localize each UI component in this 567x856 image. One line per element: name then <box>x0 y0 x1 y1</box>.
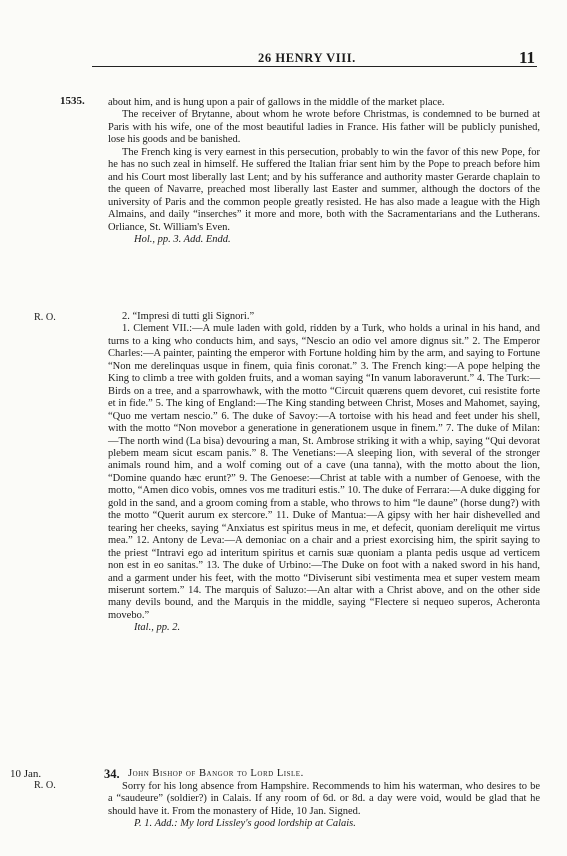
margin-note-ro-2: R. O. <box>34 780 56 791</box>
paragraph: Sorry for his long absence from Hampshire. Recommends to him his waterman, who desires to be a “saudeure” (soldier?) in Calais. If any room of 6d. or 8d. a day were void, would be glad that he should have it. From the monastery of Hide, 10 Jan. Signed. <box>108 781 540 817</box>
page-number: 11 <box>519 48 536 67</box>
document-reference: Hol., pp. 3. Add. Endd. <box>134 233 231 245</box>
margin-note-date: 10 Jan. <box>10 768 42 780</box>
page-header <box>0 47 567 71</box>
item-2-body <box>108 311 540 635</box>
header-rule <box>92 66 537 67</box>
paragraph: The French king is very earnest in this persecution, probably to win the favor of this new Pope, for he has no such zeal in himself. He suffered the Italian friar sent him by the Pope to preach before him and his Court most liberally last Lent; and by his sufferance and authority master Gerarde chaplain to the queen of Navarre, preached most liberally last Easter and summer, although the doctors of the university of Paris and the common people greatly resisted. He has also made a league with the High Almains, and daily “inserches” it more and more, both with the Sacramentarians and the Lutherans. Orliance, St. William's Even. <box>108 146 540 233</box>
document-number: 34. <box>104 767 120 781</box>
running-title: 26 HENRY VIII. <box>258 51 356 65</box>
paragraph: The receiver of Brytanne, about whom he wrote before Christmas, is condemned to be burned at Paris with his wife, one of the most beautiful ladies in France. His father will be publicly punished, lose his goods and be banished. <box>108 109 540 146</box>
item-heading: 2. “Impresi di tutti gli Signori.” <box>122 311 255 322</box>
item-reference: Ital., pp. 2. <box>134 622 181 634</box>
margin-note-ro: R. O. <box>34 312 56 323</box>
letter-body <box>108 97 540 246</box>
year-marker: 1535. <box>60 95 85 107</box>
document-34-body <box>108 781 540 831</box>
document-reference: P. 1. Add.: My lord Lissley's good lordship at Calais. <box>134 818 356 830</box>
document-title: John Bishop of Bangor to Lord Lisle. <box>128 768 304 779</box>
emblems-paragraph: 1. Clement VII.:—A mule laden with gold, ridden by a Turk, who holds a urinal in his hand, and turns to a king who conducts him, and says, “Nescio an odio vel amore dignus sit.” 2. The Emperor Charles:—A painter, painting the emperor with Fortune holding him by the arm, and saying to Fortune “Non me derelinquas usque in finem, quia finis coronat.” 3. The French king:—A pope helping the King to climb a tree with golden fruits, and a woman saying “In vanum laboraverunt.” 4. The Turk:—Birds on a tree, and a sparrowhawk, with the motto “Circuit quærens quem devoret, cui resistite forte et in fide.” 5. The king of England:—The King standing between Christ, Moses and Mahomet, saying, “Quo me vertam nescio.” 6. The duke of Savoy:—A tortoise with his head and feet under his shell, with the motto “Non movebor a generatione in generationem usque in finem.” 7. The duke of Milan:—The north wind (La bisa) devouring a man, St. Ambrose striking it with a whip, saying “Qui devorat plebem meam sicut escam panis.” 8. The Venetians:—A sleeping lion, with several of the stronger animals round him, and a wolf coming out of a cave (una tanna), with the motto about the lion, “Domine quando hæc erunt?” 9. The Genoese:—Christ at table with a number of Genoese, with the motto, “Amen dico vobis, omnes vos me tradituri estis.” 10. The duke of Ferrara:—A duke digging for gold in the sand, and a groom coming from a stable, who throws to him “le daune” (horse dung?) with the motto “Querit aurum ex stercore.” 11. Duke of Mantua:—A gipsy with her hair dishevelled and tearing her cheeks, saying “Anxiatus est spiritus meus in me, et defecit, quoniam dereliquit me virtus mea.” 12. Antony de Leva:—A demoniac on a chair and a priest exorcising him, the spirit saying to the priest “Intravi ego ad interitum spiritus et carnis suæ quoniam a planta pedis usque ad verticem non est in eo sanitas.” 13. The duke of Urbino:—The Duke on foot with a naked sword in his hand, and a garment under his feet, with the motto “Diviserunt sibi vestimenta mea et super vestem meam miserunt sortem.” 14. The marquis of Saluzo:—An altar with a Christ above, and on the other side many devils bound, and the Marquis in the middle, saying “Flectere si nequeo superos, Acheronta movebo.” <box>108 323 540 621</box>
paragraph: about him, and is hung upon a pair of gallows in the middle of the market place. <box>108 97 445 108</box>
